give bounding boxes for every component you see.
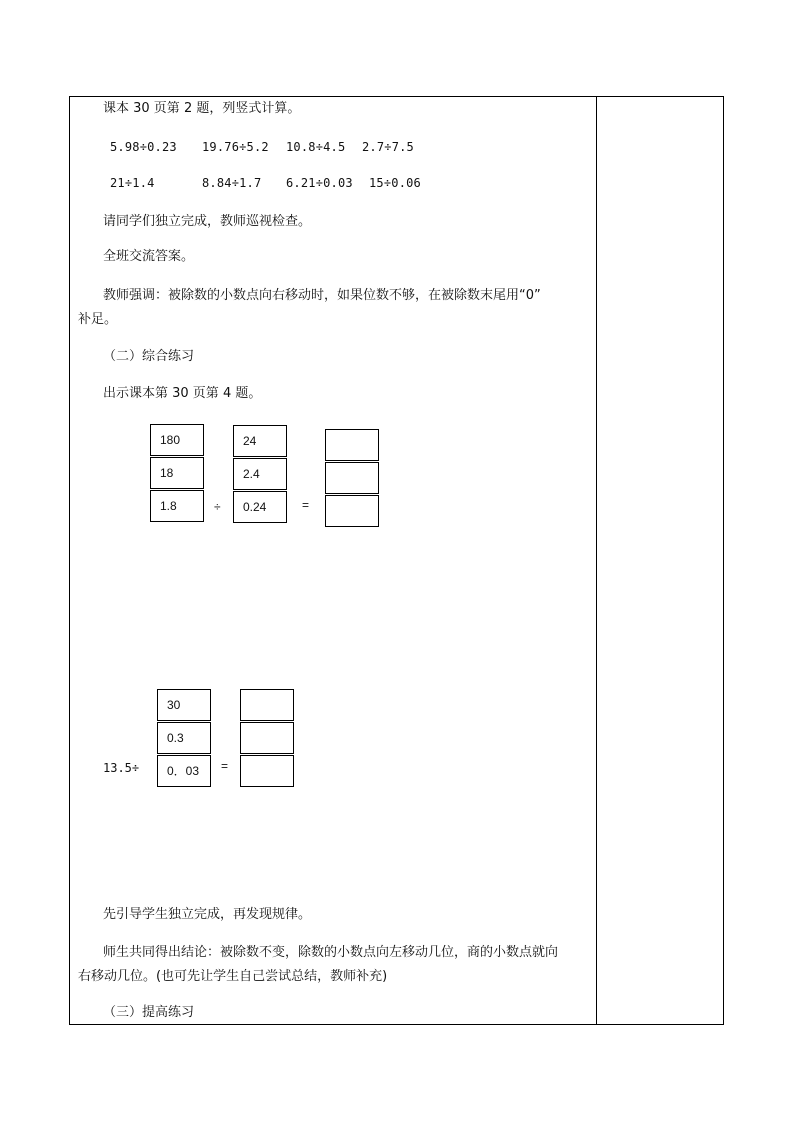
table-column-divider bbox=[596, 96, 597, 1025]
divisor-box: 0.24 bbox=[233, 491, 287, 523]
result-box bbox=[240, 755, 294, 787]
result-box bbox=[240, 722, 294, 754]
divisor-box: 30 bbox=[157, 689, 211, 721]
guide-line: 先引导学生独立完成，再发现规律。 bbox=[103, 907, 312, 922]
exercise-intro: 课本 30 页第 2 题，列竖式计算。 bbox=[103, 101, 301, 116]
expression: 5.98÷0.23 bbox=[110, 140, 177, 154]
section-heading-3: （三）提高练习 bbox=[103, 1005, 195, 1020]
expression: 21÷1.4 bbox=[110, 176, 155, 190]
result-box bbox=[325, 495, 379, 527]
expression: 2.7÷7.5 bbox=[362, 140, 414, 154]
conclusion-line-2: 右移动几位。(也可先让学生自己尝试总结，教师补充) bbox=[78, 969, 388, 984]
result-box bbox=[325, 462, 379, 494]
result-box bbox=[240, 689, 294, 721]
divisor-box: 24 bbox=[233, 425, 287, 457]
expression: 6.21÷0.03 bbox=[286, 176, 353, 190]
dividend-box: 180 bbox=[150, 424, 204, 456]
divisor-box: 0．03 bbox=[157, 755, 211, 787]
teacher-emphasis-line-1: 教师强调：被除数的小数点向右移动时，如果位数不够，在被除数末尾用“0” bbox=[103, 288, 541, 303]
divisor-box: 2.4 bbox=[233, 458, 287, 490]
expression: 19.76÷5.2 bbox=[202, 140, 269, 154]
equals-sign: = bbox=[221, 759, 229, 773]
exchange-answers-line: 全班交流答案。 bbox=[103, 249, 195, 264]
expression: 8.84÷1.7 bbox=[202, 176, 262, 190]
divisor-box: 0.3 bbox=[157, 722, 211, 754]
expression: 15÷0.06 bbox=[369, 176, 421, 190]
independent-work-line: 请同学们独立完成，教师巡视检查。 bbox=[103, 214, 312, 229]
conclusion-line-1: 师生共同得出结论：被除数不变，除数的小数点向左移动几位，商的小数点就向 bbox=[103, 945, 559, 960]
dividend-label: 13.5÷ bbox=[103, 761, 140, 775]
show-problem-line: 出示课本第 30 页第 4 题。 bbox=[103, 386, 262, 401]
result-box bbox=[325, 429, 379, 461]
teacher-emphasis-line-2: 补足。 bbox=[78, 312, 118, 327]
lesson-table bbox=[69, 96, 724, 1025]
dividend-box: 1.8 bbox=[150, 490, 204, 522]
dividend-box: 18 bbox=[150, 457, 204, 489]
section-heading-2: （二）综合练习 bbox=[103, 349, 195, 364]
expression: 10.8÷4.5 bbox=[286, 140, 346, 154]
equals-sign: = bbox=[302, 498, 310, 512]
divide-sign: ÷ bbox=[214, 500, 221, 514]
